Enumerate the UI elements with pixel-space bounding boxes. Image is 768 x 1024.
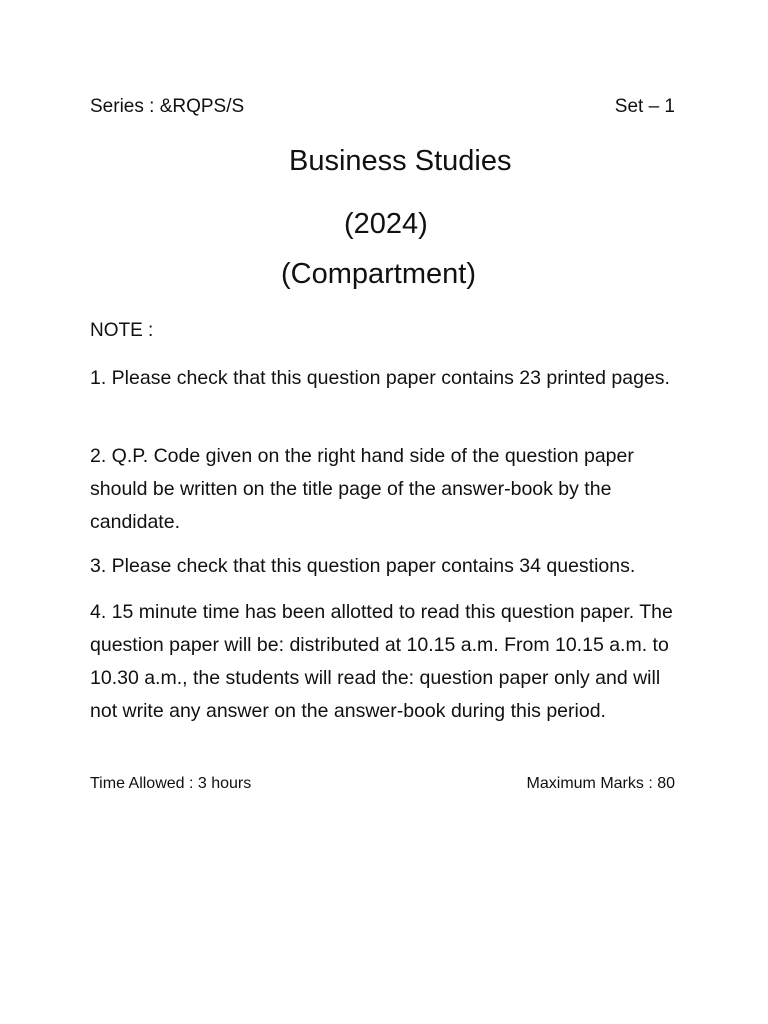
- note-item-2: 2. Q.P. Code given on the right hand side of the question paper should be written on the title page of the answer-book by the candidate.: [90, 445, 634, 533]
- header-row: [90, 96, 675, 118]
- subject-title: Business Studies: [289, 145, 512, 177]
- maximum-marks: Maximum Marks : 80: [526, 775, 675, 792]
- exam-year: (2024): [344, 208, 428, 240]
- series-code: Series : &RQPS/S: [90, 96, 245, 117]
- time-allowed: Time Allowed : 3 hours: [90, 775, 252, 792]
- note-item-3: 3. Please check that this question paper contains 34 questions.: [90, 555, 636, 577]
- set-number: Set – 1: [614, 96, 675, 117]
- exam-type: (Compartment): [281, 258, 476, 290]
- note-item-1: 1. Please check that this question paper contains 23 printed pages.: [90, 367, 670, 389]
- note-label: NOTE :: [90, 320, 154, 341]
- note-item-4: 4. 15 minute time has been allotted to read this question paper. The question paper will be: distributed at 10.15 a.m. From 10.15 a.m. to 10.30 a.m., the students will read the: question paper only and will not write any answer on the answer-book during this period.: [90, 601, 673, 722]
- footer-row: [90, 775, 675, 793]
